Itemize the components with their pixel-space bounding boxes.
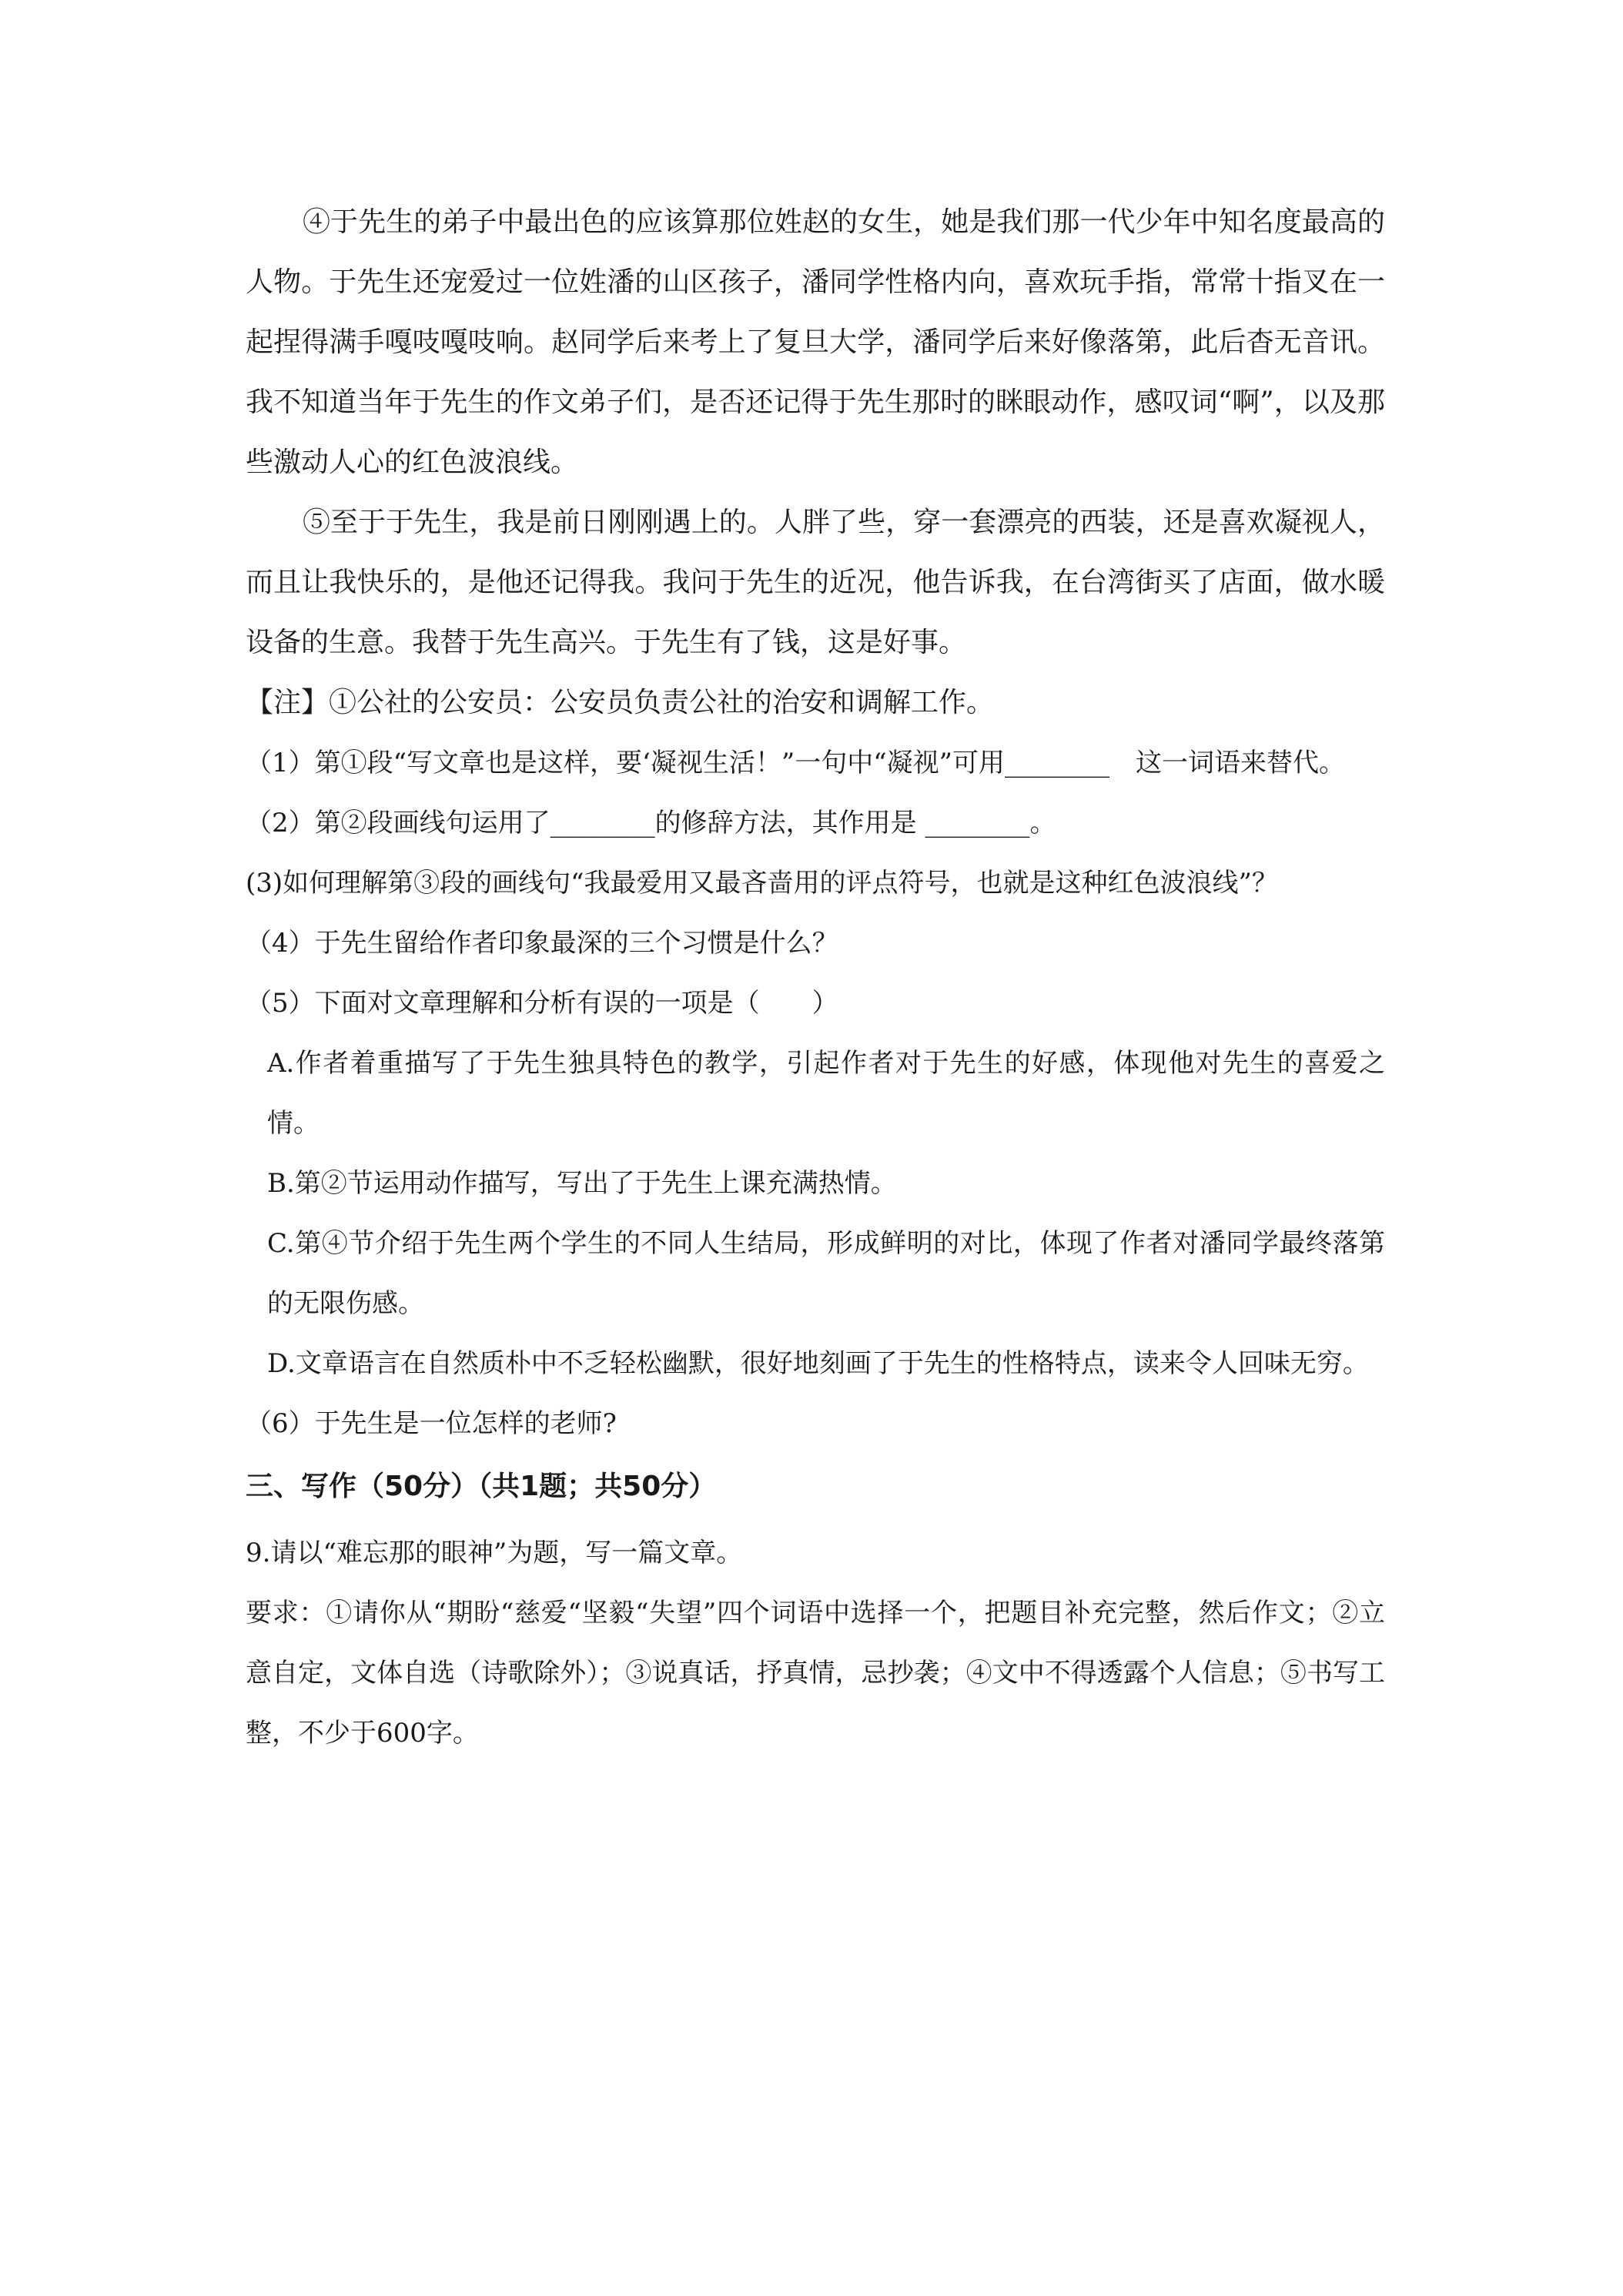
passage-paragraph-4: ④于先生的弟子中最出色的应该算那位姓赵的女生，她是我们那一代少年中知名度最高的人物。于先生还宠爱过一位姓潘的山区孩子，潘同学性格内向，喜欢玩手指，常常十指叉在一起捏得满手嘎吱嘎吱响。赵同学后来考上了复旦大学，潘同学后来好像落第，此后杳无音讯。我不知道当年于先生的作文弟子们，是否还记得于先生那时的眯眼动作，感叹词“啊”，以及那些激动人心的红色波浪线。 — [246, 206, 1385, 478]
option-a: A.作者着重描写了于先生独具特色的教学，引起作者对于先生的好感，体现他对先生的喜爱之情。 — [267, 1048, 1385, 1139]
question-6: （6）于先生是一位怎样的老师? — [246, 1408, 617, 1439]
question-4: （4）于先生留给作者印象最深的三个习惯是什么？ — [246, 928, 838, 959]
question-2: （2）第②段画线句运用了________的修辞方法，其作用是 ________。 — [246, 808, 1056, 838]
writing-task: 9.请以“难忘那的眼神”为题，写一篇文章。 — [246, 1538, 743, 1568]
question-3: (3)如何理解第③段的画线句“我最爱用又最吝啬用的评点符号，也就是这种红色波浪线”？ — [246, 868, 1278, 899]
question-5: （5）下面对文章理解和分析有误的一项是（ ） — [246, 988, 838, 1019]
section-heading-writing: 三、写作（50分）（共1题；共50分） — [246, 1471, 717, 1502]
passage-paragraph-5: ⑤至于于先生，我是前日刚刚遇上的。人胖了些，穿一套漂亮的西装，还是喜欢凝视人，而且让我快乐的，是他还记得我。我问于先生的近况，他告诉我，在台湾街买了店面，做水暖设备的生意。我替于先生高兴。于先生有了钱，这是好事。 — [246, 507, 1385, 658]
option-d: D.文章语言在自然质朴中不乏轻松幽默，很好地刻画了于先生的性格特点，读来令人回味无穷。 — [267, 1348, 1369, 1379]
option-c: C.第④节介绍于先生两个学生的不同人生结局，形成鲜明的对比，体现了作者对潘同学最终落第的无限伤感。 — [267, 1228, 1385, 1319]
passage-note: 【注】①公社的公安员：公安员负责公社的治安和调解工作。 — [246, 687, 995, 718]
writing-requirements: 要求：①请你从“期盼“慈爱“坚毅“失望”四个词语中选择一个，把题目补充完整，然后作文；②立意自定，文体自选（诗歌除外）；③说真话，抒真情，忌抄袭；④文中不得透露个人信息；⑤书写工整，不少于600字。 — [246, 1598, 1385, 1749]
document-page — [246, 192, 1385, 1763]
option-b: B.第②节运用动作描写，写出了于先生上课充满热情。 — [267, 1168, 897, 1199]
question-1: （1）第①段“写文章也是这样，要‘凝视生活！”一句中“凝视”可用________ 这一词语来替代。 — [246, 748, 1345, 778]
